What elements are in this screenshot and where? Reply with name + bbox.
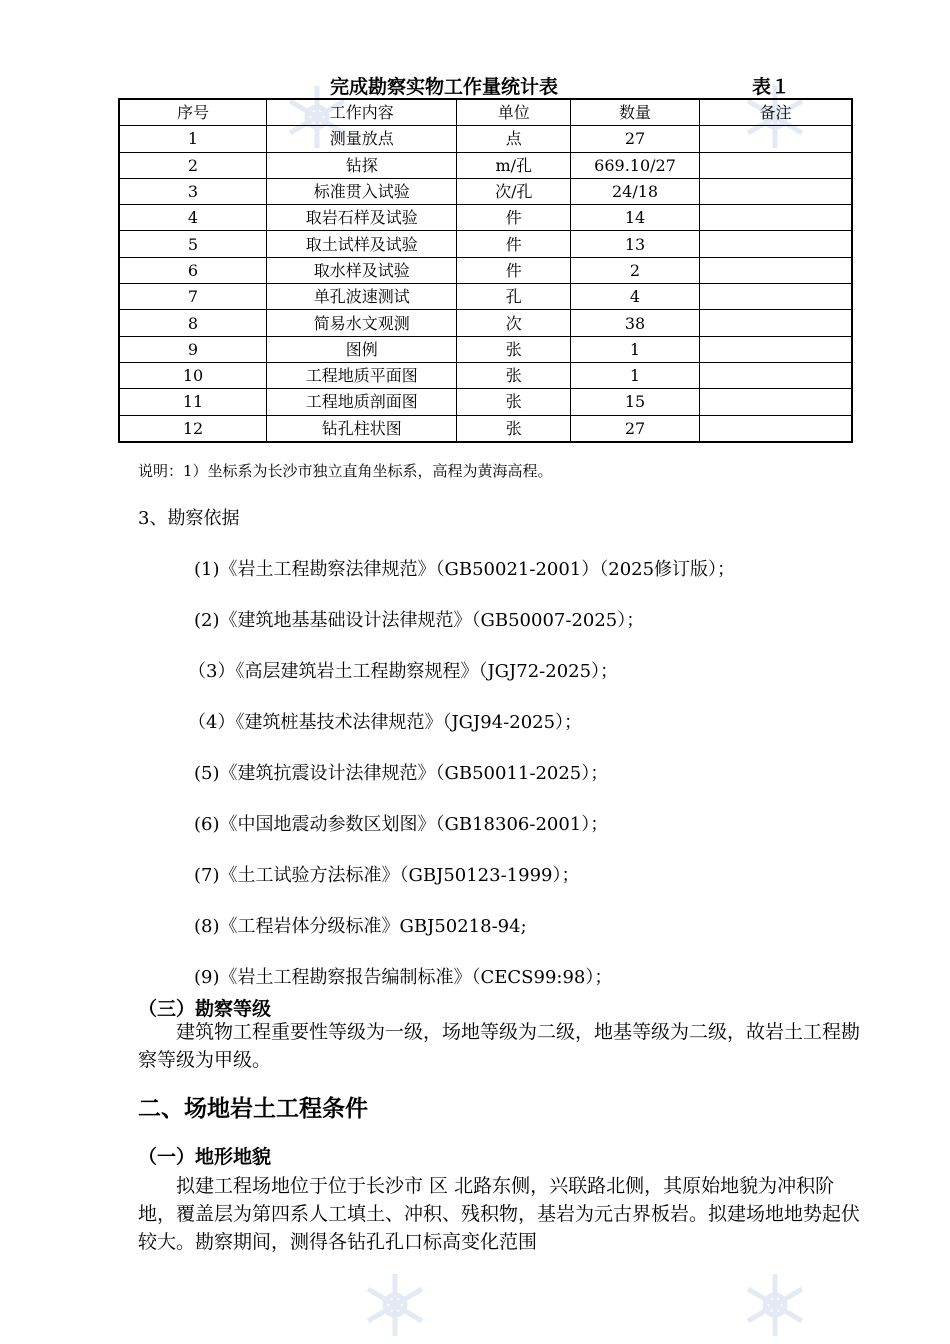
cell: 2 bbox=[119, 152, 267, 178]
cell: 27 bbox=[571, 126, 700, 152]
table-row bbox=[119, 205, 852, 231]
cell: 14 bbox=[571, 205, 700, 231]
cell: 简易水文观测 bbox=[267, 310, 457, 336]
basis-item: (9)《岩土工程勘察报告编制标准》（CECS99:98）； bbox=[194, 967, 613, 988]
table-row bbox=[119, 284, 852, 310]
cell: 钻探 bbox=[267, 152, 457, 178]
cell: 1 bbox=[119, 126, 267, 152]
cell: 取岩石样及试验 bbox=[267, 205, 457, 231]
grade-heading: （三）勘察等级 bbox=[138, 998, 272, 1020]
table-row bbox=[119, 178, 852, 204]
cell bbox=[699, 152, 852, 178]
cell: 标准贯入试验 bbox=[267, 178, 457, 204]
cell: 13 bbox=[571, 231, 700, 257]
basis-item: (1)《岩土工程勘察法律规范》（GB50021-2001）（2025修订版）； bbox=[194, 559, 736, 580]
subsection-heading: （一）地形地貌 bbox=[138, 1146, 272, 1168]
basis-item: （3）《高层建筑岩土工程勘察规程》（JGJ72-2025）； bbox=[188, 661, 619, 682]
header-cell: 序号 bbox=[119, 99, 267, 126]
table-row bbox=[119, 415, 852, 442]
table-row bbox=[119, 152, 852, 178]
cell bbox=[699, 362, 852, 388]
cell bbox=[699, 178, 852, 204]
cell: 件 bbox=[457, 231, 571, 257]
cell bbox=[699, 415, 852, 442]
table-title-row bbox=[0, 72, 950, 98]
cell bbox=[699, 205, 852, 231]
cell: 669.10/27 bbox=[571, 152, 700, 178]
cell: 件 bbox=[457, 205, 571, 231]
cell: 测量放点 bbox=[267, 126, 457, 152]
basis-item: (7)《土工试验方法标准》（GBJ50123-1999）； bbox=[194, 865, 580, 886]
header-cell: 单位 bbox=[457, 99, 571, 126]
cell: 38 bbox=[571, 310, 700, 336]
cell: 3 bbox=[119, 178, 267, 204]
section-heading: 二、场地岩土工程条件 bbox=[138, 1095, 368, 1122]
cell: 钻孔柱状图 bbox=[267, 415, 457, 442]
table-row bbox=[119, 336, 852, 362]
cell: 张 bbox=[457, 415, 571, 442]
basis-item: （4）《建筑桩基技术法律规范》（JGJ94-2025）； bbox=[188, 712, 583, 733]
cell: 5 bbox=[119, 231, 267, 257]
cell: 图例 bbox=[267, 336, 457, 362]
basis-heading: 3、勘察依据 bbox=[138, 508, 240, 529]
table-title: 完成勘察实物工作量统计表 bbox=[330, 76, 559, 98]
cell: 2 bbox=[571, 257, 700, 283]
watermark-snowflake-icon bbox=[360, 1270, 430, 1340]
grade-paragraph: 建筑物工程重要性等级为一级，场地等级为二级，地基等级为二级，故岩土工程勘察等级为甲级。 bbox=[138, 1021, 861, 1071]
cell: 张 bbox=[457, 336, 571, 362]
cell: 取土试样及试验 bbox=[267, 231, 457, 257]
cell: 1 bbox=[571, 362, 700, 388]
cell: 件 bbox=[457, 257, 571, 283]
table-note: 说明：1）坐标系为长沙市独立直角坐标系，高程为黄海高程。 bbox=[138, 462, 553, 480]
cell: 10 bbox=[119, 362, 267, 388]
cell: m/孔 bbox=[457, 152, 571, 178]
header-cell: 工作内容 bbox=[267, 99, 457, 126]
cell: 6 bbox=[119, 257, 267, 283]
table-row bbox=[119, 257, 852, 283]
cell: 点 bbox=[457, 126, 571, 152]
cell: 24/18 bbox=[571, 178, 700, 204]
cell bbox=[699, 231, 852, 257]
cell: 9 bbox=[119, 336, 267, 362]
header-cell: 备注 bbox=[699, 99, 852, 126]
header-cell: 数量 bbox=[571, 99, 700, 126]
cell: 单孔波速测试 bbox=[267, 284, 457, 310]
cell: 取水样及试验 bbox=[267, 257, 457, 283]
cell: 工程地质剖面图 bbox=[267, 389, 457, 415]
cell: 次/孔 bbox=[457, 178, 571, 204]
basis-item: (5)《建筑抗震设计法律规范》（GB50011-2025）； bbox=[194, 763, 609, 784]
cell: 7 bbox=[119, 284, 267, 310]
table-header-row bbox=[119, 99, 852, 126]
table-row bbox=[119, 231, 852, 257]
cell: 4 bbox=[119, 205, 267, 231]
cell: 12 bbox=[119, 415, 267, 442]
cell bbox=[699, 284, 852, 310]
basis-item: (8)《工程岩体分级标准》GBJ50218-94; bbox=[194, 916, 527, 937]
cell: 工程地质平面图 bbox=[267, 362, 457, 388]
cell: 27 bbox=[571, 415, 700, 442]
cell: 张 bbox=[457, 362, 571, 388]
cell: 11 bbox=[119, 389, 267, 415]
cell bbox=[699, 257, 852, 283]
cell: 孔 bbox=[457, 284, 571, 310]
cell: 8 bbox=[119, 310, 267, 336]
cell: 15 bbox=[571, 389, 700, 415]
table-row bbox=[119, 362, 852, 388]
cell bbox=[699, 126, 852, 152]
cell bbox=[699, 336, 852, 362]
cell: 1 bbox=[571, 336, 700, 362]
table-number: 表１ bbox=[752, 76, 791, 98]
table-row bbox=[119, 310, 852, 336]
table-row bbox=[119, 126, 852, 152]
terrain-paragraph: 拟建工程场地位于位于长沙市 区 北路东侧，兴联路北侧，其原始地貌为冲积阶地，覆盖层为第四系人工填土、冲积、残积物，基岩为元古界板岩。拟建场地地势起伏较大。勘察期间，测得各钻孔孔口标高变化范围 bbox=[138, 1175, 861, 1253]
cell bbox=[699, 310, 852, 336]
cell: 4 bbox=[571, 284, 700, 310]
cell: 张 bbox=[457, 389, 571, 415]
workload-table bbox=[118, 98, 853, 443]
basis-item: (2)《建筑地基基础设计法律规范》（GB50007-2025）； bbox=[194, 610, 645, 631]
cell bbox=[699, 389, 852, 415]
table-row bbox=[119, 389, 852, 415]
cell: 次 bbox=[457, 310, 571, 336]
watermark-snowflake-icon bbox=[740, 1270, 810, 1340]
basis-item: (6)《中国地震动参数区划图》（GB18306-2001）； bbox=[194, 814, 609, 835]
